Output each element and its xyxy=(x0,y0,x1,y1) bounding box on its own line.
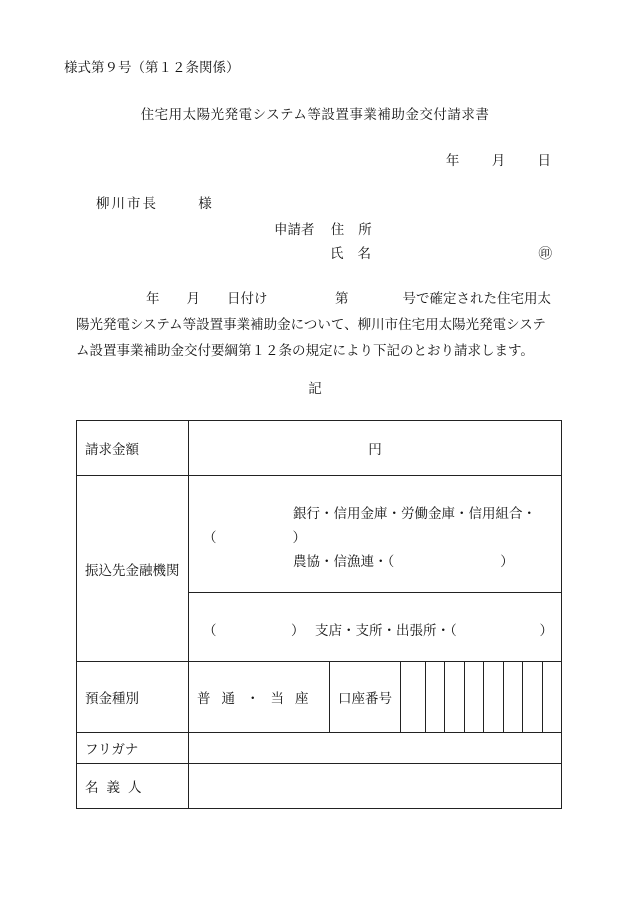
ki-heading: 記 xyxy=(308,381,322,397)
form-number: 様式第９号（第１２条関係） xyxy=(64,60,240,76)
request-table xyxy=(76,420,562,809)
document-title: 住宅用太陽光発電システム等設置事業補助金交付請求書 xyxy=(140,107,490,123)
addressee xyxy=(96,192,214,212)
bank-open-paren: （ xyxy=(203,530,217,546)
applicant-label: 申請者 xyxy=(274,222,315,238)
amount-label: 請求金額 xyxy=(77,421,189,476)
account-digit-box[interactable] xyxy=(464,662,483,732)
branch-field[interactable] xyxy=(189,593,562,662)
holder-field[interactable] xyxy=(189,764,562,809)
furigana-label: フリガナ xyxy=(77,733,189,764)
holder-label: 名義人 xyxy=(77,764,189,809)
account-digit-box[interactable] xyxy=(425,662,444,732)
bank-types-line-1: 銀行・信用金庫・労働金庫・信用組合・ xyxy=(293,506,536,522)
bank-name-field[interactable] xyxy=(189,476,562,593)
branch-types-close: ） xyxy=(539,623,553,639)
table-row-holder xyxy=(77,764,562,809)
table-row-deposit xyxy=(77,662,562,733)
name-label: 氏名 xyxy=(330,246,385,262)
branch-open-paren: （ xyxy=(203,623,217,639)
table-row-bank xyxy=(77,476,562,593)
statement-line-3: ム設置事業補助金交付要綱第１２条の規定により下記のとおり請求します。 xyxy=(76,343,534,359)
table-row-amount xyxy=(77,421,562,476)
amount-unit: 円 xyxy=(368,442,382,458)
addressee-name: 柳川市長 xyxy=(96,196,158,212)
account-digit-box[interactable] xyxy=(542,662,561,732)
branch-types: 支店・支所・出張所・（ xyxy=(315,623,457,639)
date-day-label: 日 xyxy=(537,153,551,169)
applicant-address-row xyxy=(274,218,386,238)
statement-line-2: 陽光発電システム等設置事業補助金について、柳川市住宅用太陽光発電システ xyxy=(76,317,546,333)
account-digit-box[interactable] xyxy=(444,662,463,732)
account-number-label: 口座番号 xyxy=(330,662,401,732)
deposit-label: 預金種別 xyxy=(77,662,189,733)
deposit-type-choice[interactable]: 普通・当座 xyxy=(189,662,330,732)
table-row-furigana xyxy=(77,733,562,764)
bank-name-parens xyxy=(203,526,306,546)
request-statement xyxy=(76,286,572,364)
bank-label: 振込先金融機関 xyxy=(77,476,189,662)
account-digit-box[interactable] xyxy=(503,662,522,732)
branch-close-paren: ） xyxy=(291,623,305,639)
addressee-honorific: 様 xyxy=(198,196,214,212)
seal-mark: ㊞ xyxy=(538,246,552,262)
bank-types-line-2-close: ） xyxy=(500,554,514,570)
statement-line-1: 年 月 日付け 第 号で確定された住宅用太 xyxy=(146,291,551,307)
bank-types-line-2 xyxy=(293,550,514,570)
account-digit-box[interactable] xyxy=(522,662,541,732)
account-digit-box[interactable] xyxy=(483,662,502,732)
bank-types-line-2-text: 農協・信漁連・（ xyxy=(293,554,395,570)
date-month-label: 月 xyxy=(491,153,506,169)
amount-field[interactable] xyxy=(189,421,562,476)
date-line xyxy=(432,149,551,169)
account-number-boxes xyxy=(425,662,561,732)
furigana-field[interactable] xyxy=(189,733,562,764)
bank-close-paren: ） xyxy=(292,530,306,546)
deposit-cell xyxy=(189,662,562,733)
date-year-label: 年 xyxy=(445,153,460,169)
address-label: 住所 xyxy=(330,222,386,238)
